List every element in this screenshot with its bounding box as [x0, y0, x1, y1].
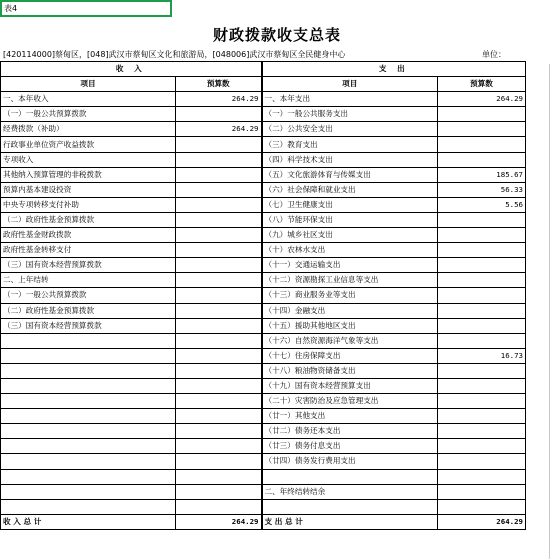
income-item-cell[interactable]: 政府性基金转移支付 — [1, 243, 176, 258]
expense-item-cell[interactable]: （二十）灾害防治及应急管理支出 — [262, 394, 438, 409]
expense-value-cell[interactable] — [438, 394, 526, 409]
expense-value-cell[interactable] — [438, 243, 526, 258]
expense-item-cell[interactable]: （九）城乡社区支出 — [262, 228, 438, 243]
expense-value-cell[interactable] — [438, 318, 526, 333]
income-item-cell[interactable] — [1, 394, 176, 409]
expense-value-cell[interactable] — [438, 484, 526, 499]
expense-value-cell[interactable] — [438, 333, 526, 348]
expense-item-cell[interactable]: （十六）自然资源海洋气象等支出 — [262, 333, 438, 348]
income-item-cell[interactable] — [1, 363, 176, 378]
income-value-cell[interactable] — [176, 424, 262, 439]
expense-value-cell[interactable]: 16.73 — [438, 348, 526, 363]
income-budget-header: 预算数 — [176, 77, 262, 92]
table-row — [1, 197, 526, 212]
page-title: 财政拨款收支总表 — [212, 26, 341, 44]
table-row — [1, 182, 526, 197]
income-item-cell[interactable]: 其他纳入预算管理的非税拨款 — [1, 167, 176, 182]
income-item-cell[interactable] — [1, 484, 176, 499]
table-row — [1, 107, 526, 122]
income-item-cell[interactable]: （三）国有资本经营预算拨款 — [1, 318, 176, 333]
income-value-cell[interactable] — [176, 378, 262, 393]
income-value-cell[interactable] — [176, 152, 262, 167]
income-total-label[interactable]: 收 入 总 计 — [1, 514, 176, 529]
expense-value-cell[interactable] — [438, 258, 526, 273]
income-item-cell[interactable]: （三）国有资本经营预算拨款 — [1, 258, 176, 273]
income-total-value[interactable]: 264.29 — [176, 514, 262, 529]
income-item-cell[interactable]: 二、上年结转 — [1, 273, 176, 288]
income-value-cell[interactable] — [176, 288, 262, 303]
expense-item-cell[interactable]: 一、本年支出 — [262, 92, 438, 107]
expense-item-cell[interactable]: （廿一）其他支出 — [262, 409, 438, 424]
table-row — [1, 424, 526, 439]
table-row — [1, 228, 526, 243]
income-value-cell[interactable] — [176, 303, 262, 318]
table-row — [1, 122, 526, 137]
expense-item-cell[interactable]: （十三）商业服务业等支出 — [262, 288, 438, 303]
expense-value-cell[interactable]: 185.67 — [438, 167, 526, 182]
income-item-cell[interactable]: 政府性基金财政拨款 — [1, 228, 176, 243]
income-value-cell[interactable]: 264.29 — [176, 122, 262, 137]
income-value-cell[interactable] — [176, 197, 262, 212]
expense-value-cell[interactable] — [438, 378, 526, 393]
income-item-cell[interactable]: （二）政府性基金预算拨款 — [1, 303, 176, 318]
income-value-cell[interactable] — [176, 439, 262, 454]
income-item-header: 项目 — [1, 77, 176, 92]
table-row — [1, 167, 526, 182]
table-row — [1, 469, 526, 484]
expense-item-cell[interactable] — [262, 499, 438, 514]
income-value-cell[interactable] — [176, 182, 262, 197]
expense-item-cell[interactable] — [262, 469, 438, 484]
income-item-cell[interactable]: 行政事业单位资产收益拨款 — [1, 137, 176, 152]
expense-value-cell[interactable]: 5.56 — [438, 197, 526, 212]
table-row — [1, 243, 526, 258]
income-value-cell[interactable] — [176, 409, 262, 424]
expense-value-cell[interactable] — [438, 499, 526, 514]
budget-table — [0, 61, 526, 530]
expense-value-cell[interactable] — [438, 363, 526, 378]
income-value-cell[interactable] — [176, 318, 262, 333]
income-value-cell[interactable] — [176, 484, 262, 499]
expense-value-cell[interactable] — [438, 409, 526, 424]
expense-item-cell[interactable]: （廿三）债务付息支出 — [262, 439, 438, 454]
expense-budget-header: 预算数 — [438, 77, 526, 92]
table-row — [1, 499, 526, 514]
unit-info-line: [420114000]蔡甸区，[048]武汉市蔡甸区文化和旅游局，[048006]武汉市蔡甸区全民健身中心 — [3, 50, 346, 59]
table-row — [1, 333, 526, 348]
income-value-cell[interactable] — [176, 107, 262, 122]
income-value-cell[interactable] — [176, 394, 262, 409]
income-item-cell[interactable] — [1, 348, 176, 363]
expense-value-cell[interactable] — [438, 454, 526, 469]
expense-item-cell[interactable]: （十四）金融支出 — [262, 303, 438, 318]
income-item-cell[interactable] — [1, 333, 176, 348]
income-item-cell[interactable]: （一）一般公共预算拨款 — [1, 107, 176, 122]
income-value-cell[interactable] — [176, 228, 262, 243]
expense-item-cell[interactable]: （八）节能环保支出 — [262, 212, 438, 227]
expense-value-cell[interactable] — [438, 212, 526, 227]
table-row — [1, 318, 526, 333]
expense-item-cell[interactable]: （六）社会保障和就业支出 — [262, 182, 438, 197]
section-header-row — [1, 62, 526, 77]
table-row — [1, 288, 526, 303]
expense-value-cell[interactable] — [438, 303, 526, 318]
table-row — [1, 484, 526, 499]
table-row — [1, 394, 526, 409]
expense-value-cell[interactable]: 56.33 — [438, 182, 526, 197]
expense-value-cell[interactable] — [438, 122, 526, 137]
income-value-cell[interactable] — [176, 258, 262, 273]
sheet-gridline — [549, 64, 550, 559]
expense-value-cell[interactable] — [438, 137, 526, 152]
income-value-cell[interactable] — [176, 363, 262, 378]
income-value-cell[interactable] — [176, 333, 262, 348]
table-row — [1, 439, 526, 454]
expense-item-cell[interactable]: （廿四）债务发行费用支出 — [262, 454, 438, 469]
income-item-cell[interactable]: 一、本年收入 — [1, 92, 176, 107]
expense-header: 支 出 — [262, 62, 526, 77]
table-row — [1, 137, 526, 152]
expense-value-cell[interactable] — [438, 469, 526, 484]
income-item-cell[interactable] — [1, 409, 176, 424]
expense-value-cell[interactable] — [438, 152, 526, 167]
table-row — [1, 409, 526, 424]
expense-item-cell[interactable]: （十）农林水支出 — [262, 243, 438, 258]
income-value-cell[interactable] — [176, 454, 262, 469]
expense-item-cell[interactable]: （五）文化旅游体育与传媒支出 — [262, 167, 438, 182]
expense-item-cell[interactable]: （十一）交通运输支出 — [262, 258, 438, 273]
table-row — [1, 454, 526, 469]
expense-total-value[interactable]: 264.29 — [438, 514, 526, 529]
table-row — [1, 273, 526, 288]
table-row — [1, 212, 526, 227]
expense-value-cell[interactable] — [438, 424, 526, 439]
expense-item-cell[interactable]: 二、年终结转结余 — [262, 484, 438, 499]
income-item-cell[interactable]: 经费拨款（补助） — [1, 122, 176, 137]
table-row — [1, 378, 526, 393]
income-item-cell[interactable]: （一）一般公共预算拨款 — [1, 288, 176, 303]
income-value-cell[interactable] — [176, 167, 262, 182]
expense-value-cell[interactable] — [438, 228, 526, 243]
table-row — [1, 348, 526, 363]
unit-label: 单位： — [482, 50, 506, 59]
income-item-cell[interactable] — [1, 499, 176, 514]
expense-item-cell[interactable]: （十二）资源勘探工业信息等支出 — [262, 273, 438, 288]
expense-item-cell[interactable]: （四）科学技术支出 — [262, 152, 438, 167]
income-value-cell[interactable] — [176, 212, 262, 227]
expense-item-cell[interactable]: （三）教育支出 — [262, 137, 438, 152]
expense-item-header: 项目 — [262, 77, 438, 92]
income-value-cell[interactable] — [176, 273, 262, 288]
income-value-cell[interactable] — [176, 137, 262, 152]
expense-value-cell[interactable] — [438, 288, 526, 303]
income-item-cell[interactable] — [1, 469, 176, 484]
column-header-row — [1, 77, 526, 92]
table-row — [1, 258, 526, 273]
expense-value-cell[interactable]: 264.29 — [438, 92, 526, 107]
expense-value-cell[interactable] — [438, 273, 526, 288]
table-row — [1, 92, 526, 107]
expense-item-cell[interactable]: （十九）国有资本经营预算支出 — [262, 378, 438, 393]
selected-cell[interactable]: 表4 — [0, 0, 172, 17]
income-header: 收 入 — [1, 62, 262, 77]
total-row — [1, 514, 526, 529]
expense-item-cell[interactable]: （二）公共安全支出 — [262, 122, 438, 137]
income-value-cell[interactable] — [176, 499, 262, 514]
expense-total-label[interactable]: 支 出 总 计 — [262, 514, 438, 529]
income-value-cell[interactable] — [176, 469, 262, 484]
income-item-cell[interactable]: 预算内基本建设投资 — [1, 182, 176, 197]
income-item-cell[interactable] — [1, 454, 176, 469]
income-item-cell[interactable] — [1, 378, 176, 393]
income-value-cell[interactable] — [176, 243, 262, 258]
expense-item-cell[interactable]: （七）卫生健康支出 — [262, 197, 438, 212]
table-row — [1, 152, 526, 167]
expense-value-cell[interactable] — [438, 107, 526, 122]
table-row — [1, 303, 526, 318]
expense-item-cell[interactable]: （十五）援助其他地区支出 — [262, 318, 438, 333]
income-item-cell[interactable]: （二）政府性基金预算拨款 — [1, 212, 176, 227]
income-item-cell[interactable] — [1, 424, 176, 439]
income-item-cell[interactable]: 专项收入 — [1, 152, 176, 167]
expense-item-cell[interactable]: （一）一般公共服务支出 — [262, 107, 438, 122]
income-item-cell[interactable] — [1, 439, 176, 454]
expense-value-cell[interactable] — [438, 439, 526, 454]
income-item-cell[interactable]: 中央专项转移支付补助 — [1, 197, 176, 212]
expense-item-cell[interactable]: （十八）粮油物资储备支出 — [262, 363, 438, 378]
table-row — [1, 363, 526, 378]
expense-item-cell[interactable]: （十七）住房保障支出 — [262, 348, 438, 363]
expense-item-cell[interactable]: （廿二）债务还本支出 — [262, 424, 438, 439]
income-value-cell[interactable] — [176, 348, 262, 363]
income-value-cell[interactable]: 264.29 — [176, 92, 262, 107]
